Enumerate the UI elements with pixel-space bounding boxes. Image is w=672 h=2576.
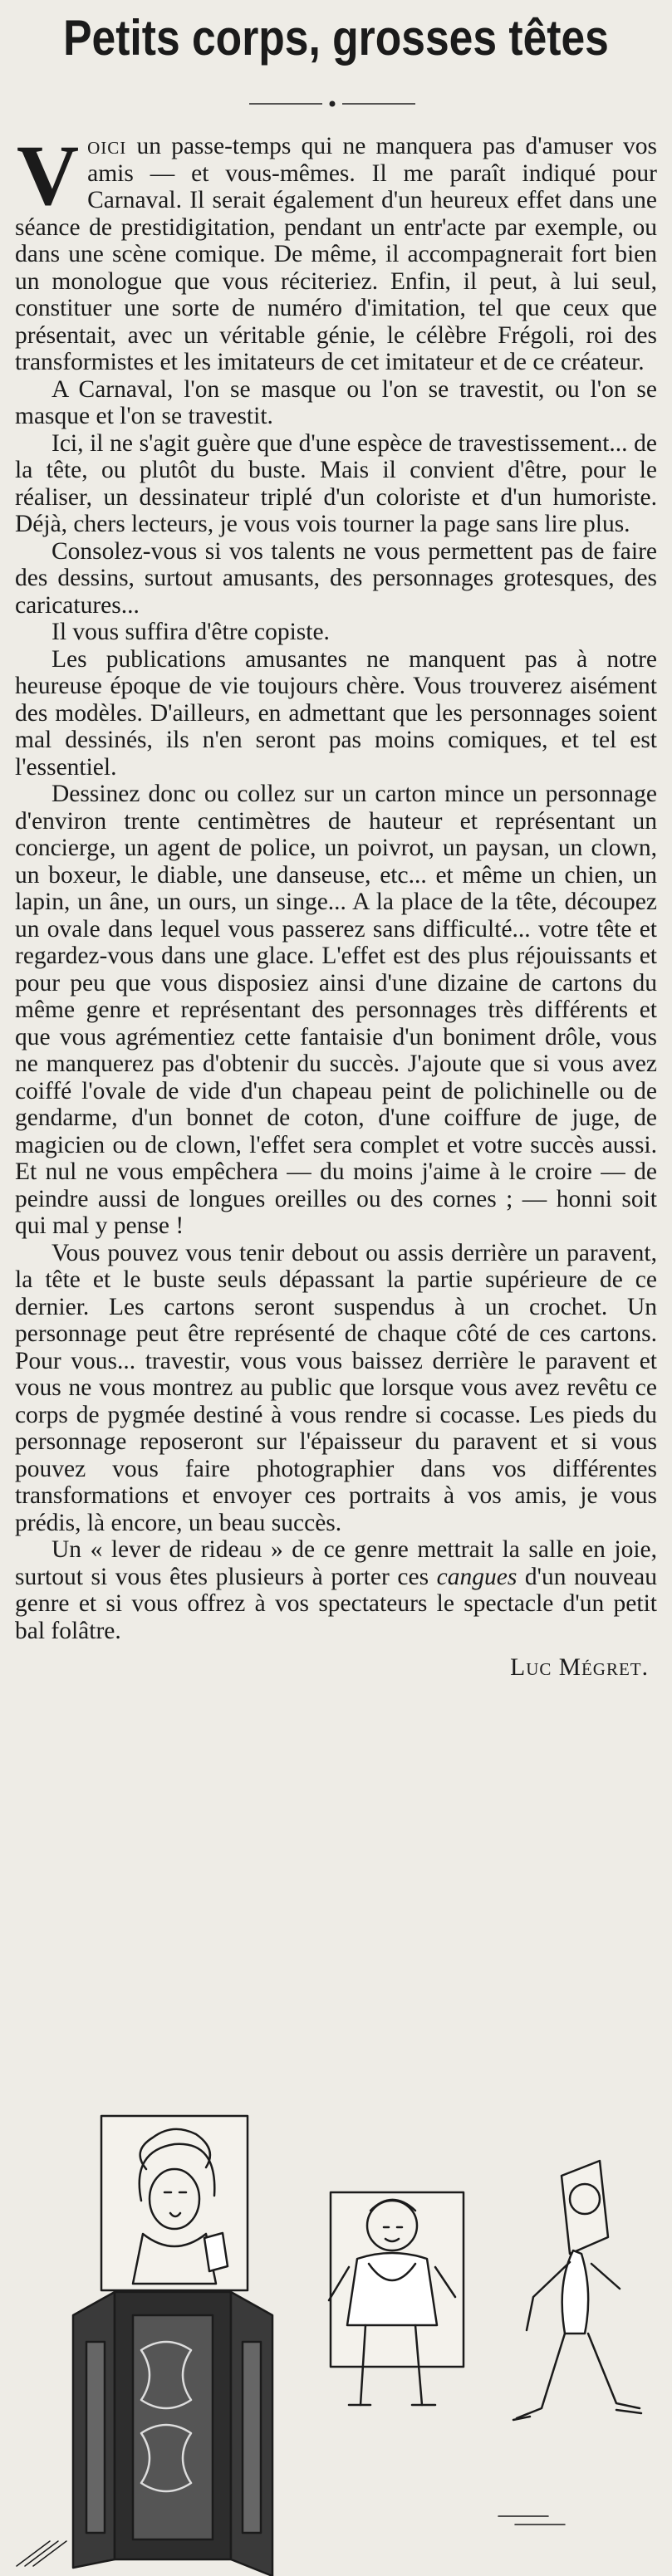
paragraph-9 [15, 1536, 657, 1644]
paragraph-4: Consolez-vous si vos talents ne vous permettent pas de faire des dessins, surtout amusants, des personnages grotesques, des caricatures... [15, 537, 657, 619]
paragraph-text: un passe-temps qui ne manquera pas d'amuser vos amis — et vous-mêmes. Il me paraît indiqué pour Carnaval. Il serait également d'un heureux effet dans une séance de prestidigitation, pendant un entr'acte par exemple, ou dans une scène comique. De même, il accompagnerait fort bien un monologue que vous réciteriez. Enfin, il peut, à lui seul, constituer une sorte de numéro d'imitation, tel que ceux que présentait, avec un véritable génie, le célèbre Frégoli, roi des transformistes et les imitateurs de cet imitateur et de ce créateur. [15, 133, 657, 375]
portrait-card-icon [101, 2116, 248, 2290]
folding-screen-icon [73, 2292, 272, 2576]
first-word-rest: oici [87, 133, 127, 159]
ornamental-rule [249, 100, 415, 108]
illustration-drawing [0, 2101, 672, 2576]
article-title: Petits corps, grosses têtes [63, 10, 609, 66]
paragraph-1 [15, 128, 657, 376]
paragraph-5: Il vous suffira d'être copiste. [52, 619, 330, 645]
paragraph-8: Vous pouvez vous tenir debout ou assis derrière un paravent, la tête et le buste seuls dépassant la partie supérieure de ce dernier. Les cartons seront suspendus à un crochet. Un personnage peut être représenté de chaque côté de ces cartons. Pour vous... travestir, vous vous baissez derrière le paravent et vous ne vous montrez au public que lorsque vous avez revêtu ce corps de pygmée destiné à vous rendre si cocasse. Les pieds du personnage reposeront sur l'épaisseur du paravent et si vous pouvez vous faire photographier dans vos différentes transformations et envoyer ces portraits à vos amis, je vous prédis, là encore, un beau succès. [15, 1239, 657, 1536]
paragraph-6: Les publications amusantes ne manquent pas à notre heureuse époque de vie toujours chère. Vous trouverez aisément des modèles. D'ailleurs, en admettant que les personnages soient mal dessinés, ils n'en seront pas moins comiques, et tel est l'essentiel. [15, 645, 657, 781]
article-body [15, 128, 657, 1682]
boy-figure-icon [513, 2161, 641, 2420]
italic-word: cangues [436, 1563, 517, 1590]
woman-figure-icon [329, 2192, 464, 2405]
paragraph-text: d'un nouveau genre et si vous offrez à vos spectateurs le spectacle d'un petit bal folâtre. [15, 1563, 657, 1644]
paragraph-3: Ici, il ne s'agit guère que d'une espèce de travestissement... de la tête, ou plutôt du buste. Mais il convient d'être, pour le réaliser, un dessinateur triplé d'un coloriste et d'un humoriste. Déjà, chers lecteurs, je vous vois tourner la page sans lire plus. [15, 429, 657, 537]
paragraph-7: Dessinez donc ou collez sur un carton mince un personnage d'environ trente centimètres de hauteur et représentant un concierge, un agent de police, un poivrot, un paysan, un clown, un boxeur, le diable, une danseuse, etc... et même un chien, un lapin, un âne, un ours, un singe... A la place de la tête, découpez un ovale dans lequel vous passerez sans difficulté... votre tête et regardez-vous dans une glace. L'effet est des plus réjouissants et pour peu que vous disposiez ainsi d'une dizaine de cartons du même genre et représentant des personnages très différents et que vous agrémentiez cette fantaisie d'un boniment drôle, vous ne manquerez pas d'obtenir du succès. J'ajoute que si vous avez coiffé l'ovale de vide d'un chapeau peint de polichinelle ou de gendarme, d'un bonnet de coton, d'une coiffure de juge, de magicien ou de clown, l'effet sera complet et votre succès aussi. Et nul ne vous empêchera — du moins j'aime à le croire — de peindre aussi de longues oreilles ou des cornes ; — honni soit qui mal y pense ! [15, 781, 657, 1239]
illustration [0, 2101, 672, 2576]
paragraph-2: A Carnaval, l'on se masque ou l'on se travestit, ou l'on se masque et l'on se travestit. [15, 375, 657, 429]
author-signature: Luc Mégret. [510, 1654, 649, 1681]
paragraph-text: Un « lever de rideau » de ce genre mettrait la salle en joie, surtout si vous êtes plusieurs à porter ces [15, 1536, 657, 1590]
drop-cap: V [17, 128, 80, 223]
